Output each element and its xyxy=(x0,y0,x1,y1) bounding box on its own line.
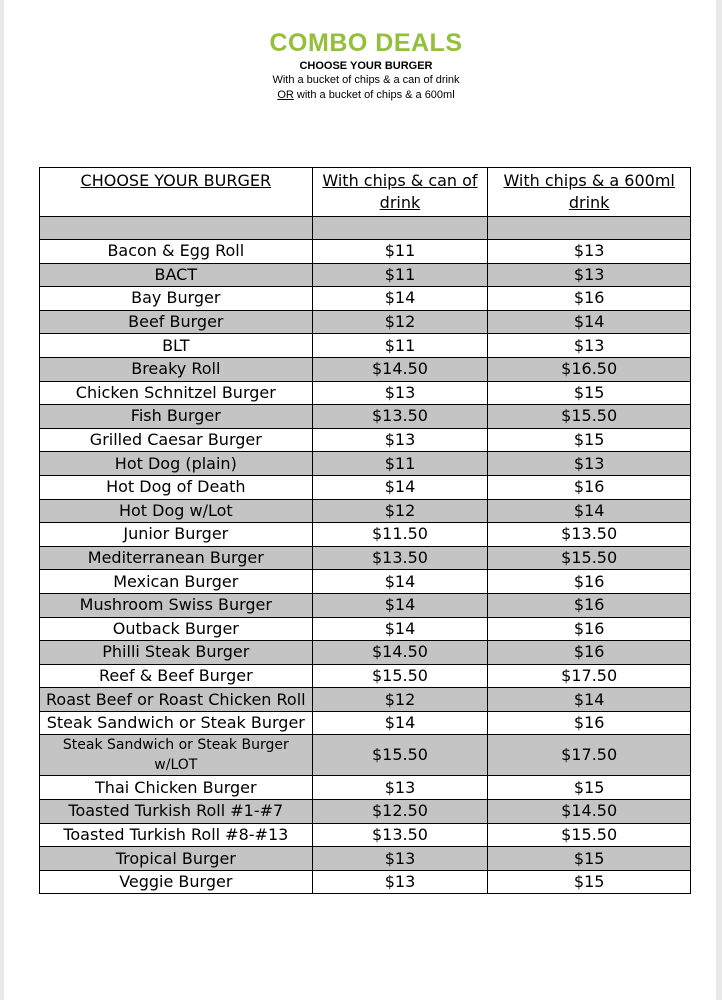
burger-name-cell: Outback Burger xyxy=(40,617,313,641)
price-can-cell: $11 xyxy=(312,334,488,358)
option-line-can: With a bucket of chips & a can of drink xyxy=(272,74,460,86)
price-600ml-cell: $13 xyxy=(488,240,691,264)
burger-name-cell: Mediterranean Burger xyxy=(40,546,313,570)
burger-name-cell: Philli Steak Burger xyxy=(40,641,313,665)
burger-name-cell: Hot Dog (plain) xyxy=(40,452,313,476)
price-can-cell: $13.50 xyxy=(312,546,488,570)
table-row xyxy=(40,452,691,476)
price-600ml-cell: $16 xyxy=(488,641,691,665)
price-can-cell: $13.50 xyxy=(312,405,488,429)
burger-name-cell: Roast Beef or Roast Chicken Roll xyxy=(40,688,313,712)
price-600ml-cell: $15.50 xyxy=(488,405,691,429)
header-600ml-drink: With chips & a 600ml drink xyxy=(488,168,691,217)
price-600ml-cell: $16 xyxy=(488,287,691,311)
price-can-cell: $14 xyxy=(312,617,488,641)
price-600ml-cell: $15 xyxy=(488,847,691,871)
price-600ml-cell: $15 xyxy=(488,776,691,800)
burger-name-cell: Hot Dog of Death xyxy=(40,475,313,499)
table-row xyxy=(40,870,691,894)
burger-name-cell: BLT xyxy=(40,334,313,358)
price-can-cell: $15.50 xyxy=(312,735,488,776)
burger-name-cell: Reef & Beef Burger xyxy=(40,664,313,688)
burger-name-cell: Mexican Burger xyxy=(40,570,313,594)
burger-name-cell: Junior Burger xyxy=(40,523,313,547)
burger-name-cell: Breaky Roll xyxy=(40,357,313,381)
combo-price-table xyxy=(39,167,691,894)
price-can-cell: $11.50 xyxy=(312,523,488,547)
table-row xyxy=(40,357,691,381)
price-can-cell: $14 xyxy=(312,570,488,594)
price-600ml-cell: $16 xyxy=(488,570,691,594)
price-600ml-cell: $17.50 xyxy=(488,664,691,688)
table-row xyxy=(40,334,691,358)
burger-name-cell: Steak Sandwich or Steak Burger xyxy=(40,711,313,735)
price-600ml-cell: $15.50 xyxy=(488,823,691,847)
burger-name-cell: Fish Burger xyxy=(40,405,313,429)
table-row xyxy=(40,641,691,665)
price-can-cell: $11 xyxy=(312,240,488,264)
price-can-cell: $13 xyxy=(312,870,488,894)
price-can-cell: $11 xyxy=(312,452,488,476)
table-row xyxy=(40,735,691,776)
table-row xyxy=(40,287,691,311)
price-can-cell: $13 xyxy=(312,428,488,452)
page-subtitle: CHOOSE YOUR BURGER xyxy=(299,60,433,72)
price-600ml-cell: $13 xyxy=(488,263,691,287)
burger-name-cell: Chicken Schnitzel Burger xyxy=(40,381,313,405)
menu-header xyxy=(0,28,722,103)
burger-name-cell: Bay Burger xyxy=(40,287,313,311)
table-row xyxy=(40,664,691,688)
burger-name-cell: Bacon & Egg Roll xyxy=(40,240,313,264)
price-can-cell: $12 xyxy=(312,499,488,523)
price-600ml-cell: $16 xyxy=(488,711,691,735)
price-can-cell: $14 xyxy=(312,711,488,735)
price-600ml-cell: $16 xyxy=(488,617,691,641)
table-row xyxy=(40,776,691,800)
table-row xyxy=(40,475,691,499)
or-text: OR xyxy=(277,89,294,101)
table-row xyxy=(40,263,691,287)
price-can-cell: $14.50 xyxy=(312,357,488,381)
page-title: COMBO DEALS xyxy=(269,29,463,57)
table-row xyxy=(40,523,691,547)
price-600ml-cell: $14 xyxy=(488,310,691,334)
price-600ml-cell: $15.50 xyxy=(488,546,691,570)
price-can-cell: $12 xyxy=(312,310,488,334)
price-can-cell: $14 xyxy=(312,287,488,311)
table-row xyxy=(40,240,691,264)
burger-name-cell: BACT xyxy=(40,263,313,287)
price-can-cell: $13 xyxy=(312,847,488,871)
price-600ml-cell: $14.50 xyxy=(488,800,691,824)
table-row xyxy=(40,499,691,523)
table-row xyxy=(40,711,691,735)
table-row xyxy=(40,310,691,334)
table-row xyxy=(40,823,691,847)
price-600ml-cell: $16 xyxy=(488,593,691,617)
table-row xyxy=(40,381,691,405)
price-600ml-cell: $16.50 xyxy=(488,357,691,381)
burger-name-cell: Grilled Caesar Burger xyxy=(40,428,313,452)
table-header-row xyxy=(40,168,691,217)
price-600ml-cell: $17.50 xyxy=(488,735,691,776)
price-600ml-cell: $14 xyxy=(488,499,691,523)
price-can-cell: $12 xyxy=(312,688,488,712)
table-row xyxy=(40,546,691,570)
price-600ml-cell: $15 xyxy=(488,428,691,452)
price-can-cell: $13.50 xyxy=(312,823,488,847)
price-600ml-cell: $13 xyxy=(488,334,691,358)
price-600ml-cell: $14 xyxy=(488,688,691,712)
table-row xyxy=(40,593,691,617)
burger-name-cell: Beef Burger xyxy=(40,310,313,334)
price-600ml-cell: $15 xyxy=(488,870,691,894)
price-600ml-cell: $15 xyxy=(488,381,691,405)
table-row xyxy=(40,428,691,452)
price-600ml-cell: $13 xyxy=(488,452,691,476)
price-can-cell: $13 xyxy=(312,776,488,800)
table-row xyxy=(40,405,691,429)
price-can-cell: $13 xyxy=(312,381,488,405)
table-row xyxy=(40,800,691,824)
burger-name-cell: Toasted Turkish Roll #8-#13 xyxy=(40,823,313,847)
price-can-cell: $14 xyxy=(312,593,488,617)
burger-name-cell: Toasted Turkish Roll #1-#7 xyxy=(40,800,313,824)
price-can-cell: $14 xyxy=(312,475,488,499)
price-600ml-cell: $16 xyxy=(488,475,691,499)
table-row xyxy=(40,688,691,712)
option-line-600ml-text: with a bucket of chips & a 600ml xyxy=(293,89,455,101)
blank-row xyxy=(40,217,691,240)
price-can-cell: $12.50 xyxy=(312,800,488,824)
burger-name-cell: Steak Sandwich or Steak Burger w/LOT xyxy=(40,735,313,776)
price-can-cell: $15.50 xyxy=(312,664,488,688)
burger-name-cell: Tropical Burger xyxy=(40,847,313,871)
price-can-cell: $14.50 xyxy=(312,641,488,665)
option-line-600ml xyxy=(0,88,722,103)
burger-name-cell: Thai Chicken Burger xyxy=(40,776,313,800)
burger-name-cell: Mushroom Swiss Burger xyxy=(40,593,313,617)
table-row xyxy=(40,617,691,641)
header-can-drink: With chips & can of drink xyxy=(312,168,488,217)
price-600ml-cell: $13.50 xyxy=(488,523,691,547)
burger-name-cell: Hot Dog w/Lot xyxy=(40,499,313,523)
burger-name-cell: Veggie Burger xyxy=(40,870,313,894)
header-burger: CHOOSE YOUR BURGER xyxy=(40,168,313,217)
table-row xyxy=(40,847,691,871)
table-row xyxy=(40,570,691,594)
price-can-cell: $11 xyxy=(312,263,488,287)
